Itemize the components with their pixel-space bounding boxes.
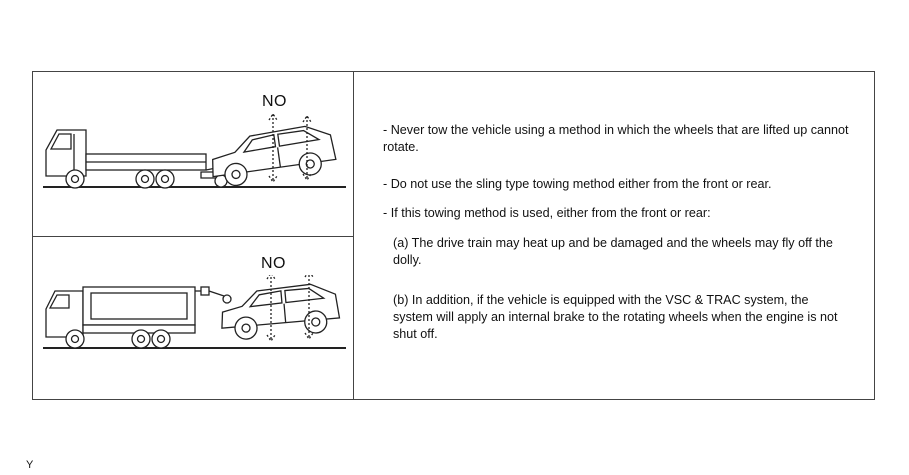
instruction-bullet-3: - If this towing method is used, either from the front or rear:	[383, 206, 711, 220]
no-label-bottom: NO	[261, 255, 286, 272]
tow-truck-icon	[46, 130, 236, 188]
sling-tow-panel	[33, 237, 353, 399]
sling-tow-illustration	[41, 275, 346, 395]
instruction-sub-b: (b) In addition, if the vehicle is equipped with the VSC & TRAC system, the system will apply an internal brake to the rotating wheels when the engine is not shut off.	[393, 293, 838, 341]
no-label-top: NO	[262, 93, 287, 110]
instruction-sub-a: (a) The drive train may heat up and be damaged and the wheels may fly off the dolly.	[393, 236, 833, 267]
flatbed-dolly-tow-illustration	[41, 112, 346, 232]
instruction-bullet-1: - Never tow the vehicle using a method in which the wheels that are lifted up cannot rotate.	[383, 123, 849, 154]
caution-table	[32, 71, 875, 400]
sling-truck-icon	[46, 287, 231, 348]
corner-mark: Y	[26, 459, 34, 471]
illustration-column	[33, 72, 354, 399]
lifted-suv-icon	[219, 282, 341, 341]
flatbed-tow-panel	[33, 72, 353, 237]
instruction-bullet-2: - Do not use the sling type towing method either from the front or rear.	[383, 177, 772, 191]
instruction-column	[354, 72, 874, 399]
